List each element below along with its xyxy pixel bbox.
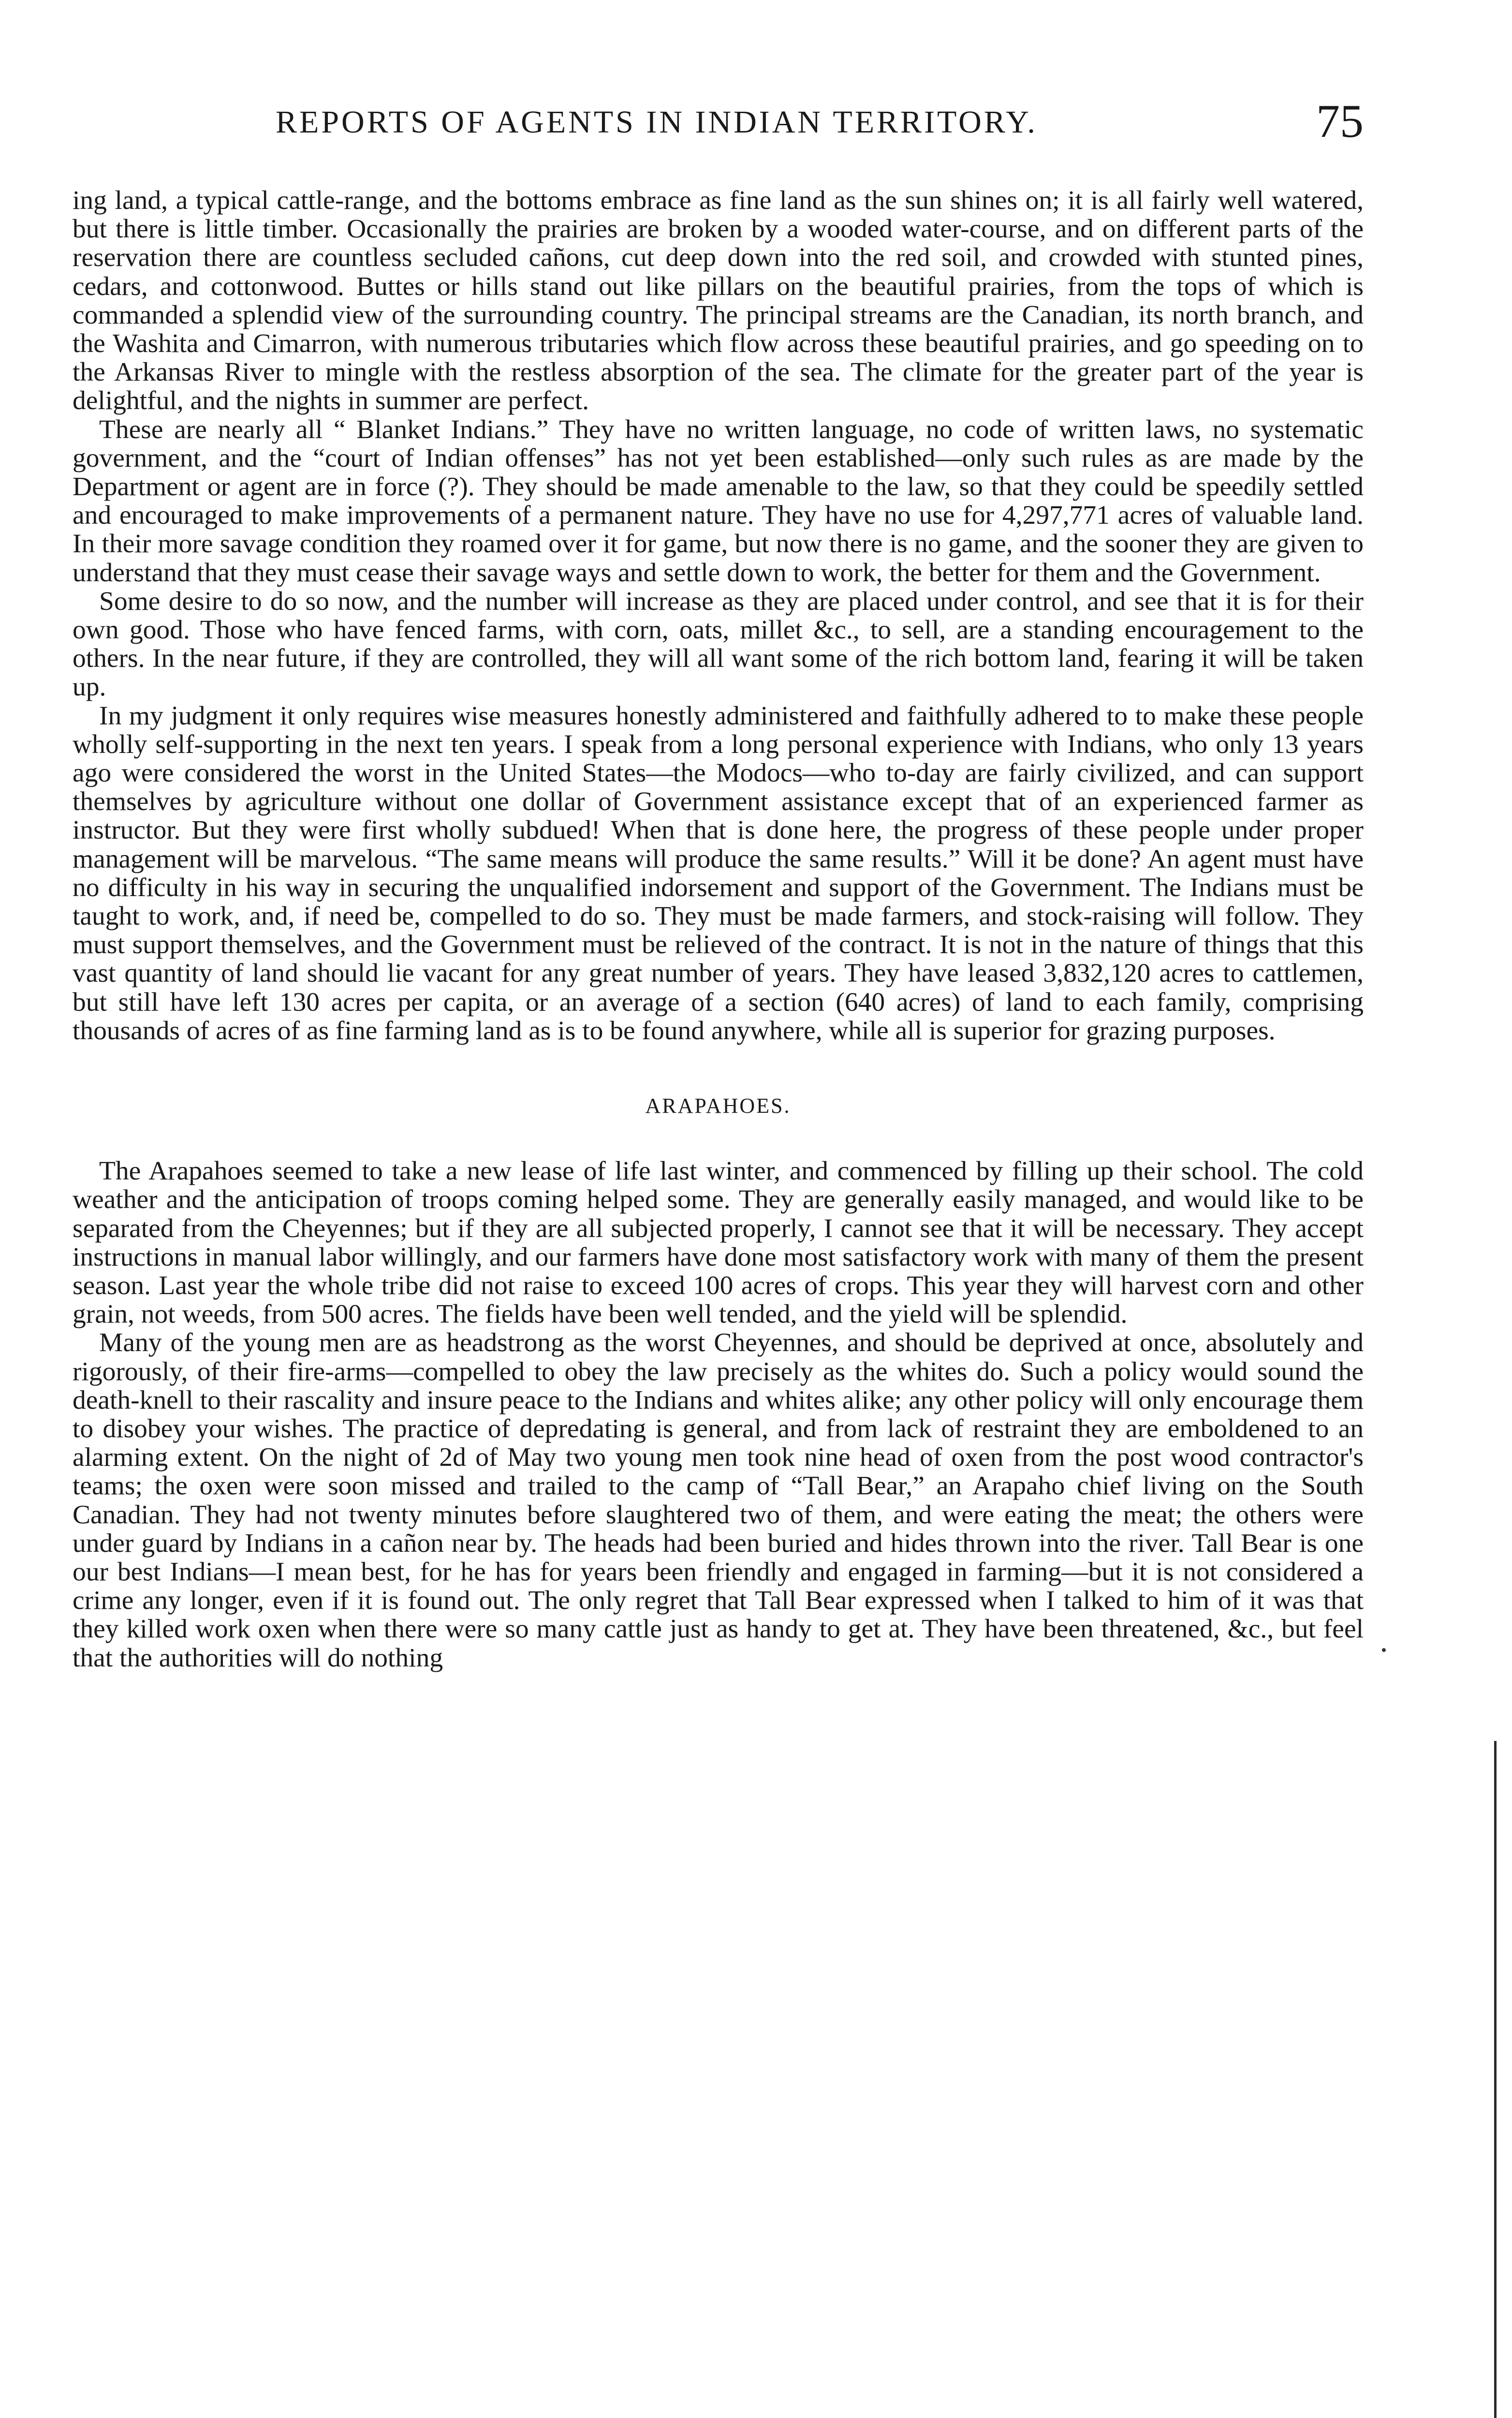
page-header: [73, 94, 1364, 147]
page-number: 75: [1316, 95, 1364, 147]
paragraph-blanket-indians: These are nearly all “ Blanket Indians.” They have no written language, no code of written laws, no systematic government, and the “court of Indian offenses” has not yet been established—only such rules as are made by the Department or agent are in force (?). They should be made amenable to the law, so that they could be speedily settled and encouraged to make improvements of a permanent nature. They have no use for 4,297,771 acres of valuable land. In their more savage condition they roamed over it for game, but now there is no game, and the sooner they are given to understand that they must cease their savage ways and settle down to work, the better for them and the Government.: [73, 414, 1364, 588]
running-title: REPORTS OF AGENTS IN INDIAN TERRITORY.: [276, 104, 1038, 140]
paragraph-continued: ing land, a typical cattle-range, and the bottoms embrace as fine land as the sun shines on; it is all fairly well watered, but there is little timber. Occasionally the prairies are broken by a wooded water-course, and on different parts of the reservation there are countless secluded cañons, cut deep down into the red soil, and crowded with stunted pines, cedars, and cottonwood. Buttes or hills stand out like pillars on the beautiful prairies, from the tops of which is commanded a splendid view of the surrounding country. The principal streams are the Canadian, its north branch, and the Washita and Cimarron, with numerous tributaries which flow across these beautiful prairies, and go speeding on to the Arkansas River to mingle with the restless absorption of the sea. The climate for the greater part of the year is delightful, and the nights in summer are perfect.: [73, 186, 1364, 416]
cheyennes-section: [73, 186, 1364, 1045]
scan-edge-line: [1494, 1741, 1497, 2418]
paragraph-judgment: In my judgment it only requires wise measures honestly administered and faithfully adhered to to make these people wholly self-supporting in the next ten years. I speak from a long personal experience with Indians, who only 13 years ago were considered the worst in the United States—the Modocs—who to-day are fairly civilized, and can support themselves by agriculture without one dollar of Government assistance except that of an experienced farmer as instructor. But they were first wholly subdued! When that is done here, the progress of these people under proper management will be marvelous. “The same means will produce the same results.” Will it be done? An agent must have no difficulty in his way in securing the unqualified indorsement and support of the Government. The Indians must be taught to work, and, if need be, compelled to do so. They must be made farmers, and stock-raising will follow. They must support themselves, and the Government must be relieved of the contract. It is not in the nature of things that this vast quantity of land should lie vacant for any great number of years. They have leased 3,832,120 acres to cattlemen, but still have left 130 acres per capita, or an average of a section (640 acres) of land to each family, comprising thousands of acres of as fine farming land as is to be found anywhere, while all is superior for grazing purposes.: [73, 701, 1364, 1046]
paragraph-new-lease: The Arapahoes seemed to take a new lease of life last winter, and commenced by filling up their school. The cold weather and the anticipation of troops coming helped some. They are generally easily managed, and would like to be separated from the Cheyennes; but if they are all subjected properly, I cannot see that it will be necessary. They accept instructions in manual labor willingly, and our farmers have done most satisfactory work with many of them the present season. Last year the whole tribe did not raise to exceed 100 acres of crops. This year they will harvest corn and other grain, not weeds, from 500 acres. The fields have been well tended, and the yield will be splendid.: [73, 1156, 1364, 1329]
page-body: [73, 186, 1364, 1672]
paragraph-desire-to-work: Some desire to do so now, and the number will increase as they are placed under control, and see that it is for their own good. Those who have fenced farms, with corn, oats, millet &c., to sell, are a standing encouragement to the others. In the near future, if they are controlled, they will all want some of the rich bottom land, fearing it will be taken up.: [73, 586, 1364, 702]
paragraph-young-men: Many of the young men are as headstrong as the worst Cheyennes, and should be deprived at once, absolutely and rigorously, of their fire-arms—compelled to obey the law precisely as the whites do. Such a policy would sound the death-knell to their rascality and insure peace to the Indians and whites alike; any other policy will only encourage them to disobey your wishes. The practice of depredating is general, and from lack of restraint they are emboldened to an alarming extent. On the night of 2d of May two young men took nine head of oxen from the post wood contractor's teams; the oxen were soon missed and trailed to the camp of “Tall Bear,” an Arapaho chief living on the South Canadian. They had not twenty minutes before slaughtered two of them, and were eating the meat; the others were under guard by Indians in a cañon near by. The heads had been buried and hides thrown into the river. Tall Bear is one our best Indians—I mean best, for he has for years been friendly and engaged in farming—but it is not considered a crime any longer, even if it is found out. The only regret that Tall Bear expressed when I talked to him of it was that they killed work oxen when there were so many cattle just as handy to get at. They have been threatened, &c., but feel that the authorities will do nothing: [73, 1328, 1364, 1673]
scan-speck: [1382, 1648, 1386, 1652]
section-heading-arapahoes: ARAPAHOES.: [645, 1094, 791, 1118]
arapahoes-section: [73, 1157, 1364, 1672]
